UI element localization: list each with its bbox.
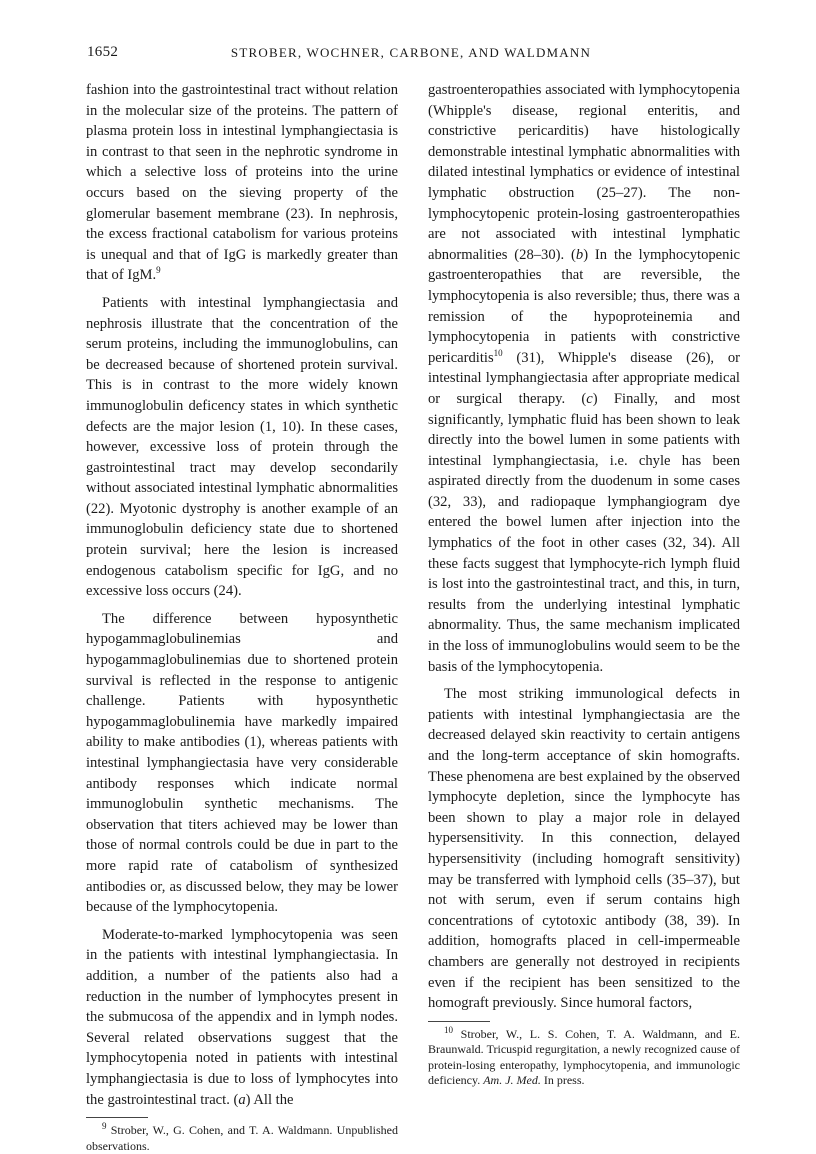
body-columns xyxy=(86,80,740,1153)
left-column xyxy=(86,80,398,1154)
running-head: STROBER, WOCHNER, CARBONE, AND WALDMANN xyxy=(230,45,592,60)
page-header xyxy=(87,44,735,66)
paragraph: fashion into the gastrointestinal tract without relation in the molecular size of the proteins. The pattern of plasma protein loss in intestinal lymphangiectasia is in contrast to that seen in the nephrotic syndrome in which a selective loss of proteins into the urine occurs based on the sieving property of the glomerular basement membrane (23). In nephrosis, the excess fractional catabolism for various proteins is unequal and that of IgG is markedly greater than that of IgM.$^9$ xyxy=(86,82,398,284)
paragraph: Moderate-to-marked lymphocytopenia was seen in the patients with intestinal lymphangiectasia. In addition, a number of the patients also had a reduction in the number of lymphocytes present in the submucosa of the appendix and in lymph nodes. Several related observations suggest that the lymphocytopenia noted in patients with intestinal lymphangiectasia is due to loss of lymphocytes into the gastrointestinal tract. (a) All the xyxy=(86,926,398,1108)
footnote-ref: 9 xyxy=(156,265,161,276)
right-column xyxy=(428,80,740,1088)
footnote: $^{10}$ Strober, W., L. S. Cohen, T. A. Waldmann, and E. Braunwald. Tricuspid regurgitation, a newly recognized cause of protein-losing enteropathy, lymphocytopenia, and immunologic deficiency. Am. J. Med. In press. xyxy=(428,1024,740,1087)
paragraph: Patients with intestinal lymphangiectasia and nephrosis illustrate that the concentration of the serum proteins, including the immunoglobulins, can be decreased because of shortened protein survival. This is in contrast to the more widely known immunoglobulin deficency states in which synthetic defects are the major lesion (1, 10). In these cases, however, excessive loss of protein through the gastrointestinal tract may develop secondarily without associated intestinal lymphatic abnormalities (22). Myotonic dystrophy is another example of an immunoglobulin deficiency state due to shortened protein survival; here the lesion is increased endogenous catabolism specific for IgG, and no excessive loss occurs (24). xyxy=(86,294,398,600)
page-number: 1652 xyxy=(87,44,119,60)
paragraph: gastroenteropathies associated with lymphocytopenia (Whipple's disease, regional enteritis, and constrictive pericarditis) have histologically demonstrable intestinal lymphatic abnormalities with dilated intestinal lymphatics or evidence of intestinal lymphatic obstruction (25–27). The non-lymphocytopenic protein-losing gastroenteropathies are not associated with intestinal lymphatic abnormalities (28–30). (b) In the lymphocytopenic gastroenteropathies that are reversible, the lymphocytopenia is also reversible; thus, there was a remission of the hypoproteinemia and lymphocytopenia in patients with constrictive pericarditis$^{10}$ (31), Whipple's disease (26), or intestinal lymphangiectasia after appropriate medical or surgical therapy. (c) Finally, and most significantly, lymphatic fluid has been shown to leak directly into the bowel lumen in some patients with intestinal lymphangiectasia, i.e. chyle has been aspirated directly from the duodenum in some cases (32, 33), and radiopaque lymphangiogram dye entered the bowel lumen after injection into the lymphatics of the foot in other cases (32, 34). All these facts suggest that lymphocyte-rich lymph fluid is lost into the gastrointestinal tract, and this, in turn, results from the underlying intestinal lymphatic abnormality. Thus, the same mechanism implicated in the loss of immunoglobulins would seem to be the basis of the lymphocytopenia. xyxy=(428,82,740,675)
footnote: $^9$ Strober, W., G. Cohen, and T. A. Waldmann. Unpublished observations. xyxy=(86,1121,398,1153)
paragraph: The most striking immunological defects in patients with intestinal lymphangiectasia are the decreased delayed skin reactivity to certain antigens and the long-term acceptance of skin homografts. These phenomena are best explained by the observed lymphocyte depletion, since the lymphocyte has been shown to play a major role in delayed hypersensitivity. In this connection, delayed hypersensitivity (including homograft sensitivity) may be transferred with lymphoid cells (35–37), but not with serum, even if serum contains high concentrations of cytotoxic antibody (38, 39). In addition, homografts placed in cell-impermeable chambers are generally not destroyed in recipients even if the recipient has been sensitized to the homograft previously. Since humoral factors, xyxy=(428,686,740,1012)
footnote-divider xyxy=(428,1021,490,1022)
footnote-divider xyxy=(86,1117,148,1118)
paragraph: The difference between hyposynthetic hypogammaglobulinemias and hypogammaglobulinemias due to shortened protein survival is reflected in the response to antigenic challenge. Patients with hyposynthetic hypogammaglobulinemia have markedly impaired ability to make antibodies (1), whereas patients with intestinal lymphangiectasia have very considerable antibody responses which indicate normal immunoglobulin synthetic mechanisms. The observation that titers achieved may be lower than those of normal controls could be due in part to the more rapid rate of catabolism of synthesized antibodies or, as discussed below, they may be lower because of the lymphocytopenia. xyxy=(86,610,398,916)
footnote-ref: 10 xyxy=(493,347,503,358)
